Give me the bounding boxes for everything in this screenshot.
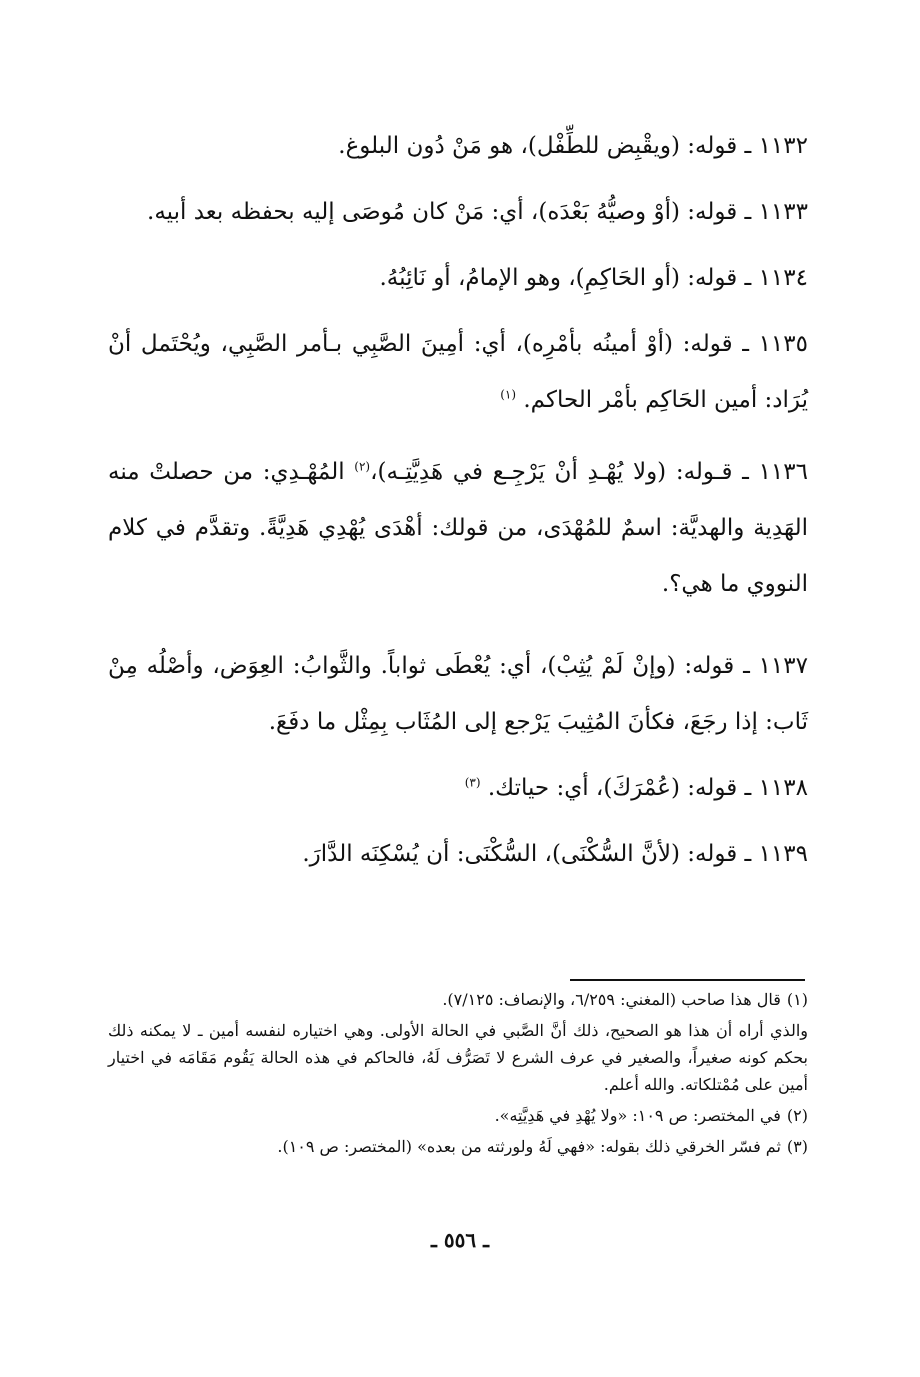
entry-1138 bbox=[108, 760, 808, 816]
footnote-1-continued bbox=[108, 1017, 808, 1098]
footnote-number: (٢) bbox=[786, 1106, 808, 1125]
page-number: ـ ٥٥٦ ـ bbox=[431, 1228, 489, 1252]
footnote-ref-1[interactable]: (١) bbox=[500, 387, 517, 402]
main-text bbox=[108, 118, 808, 882]
entry-text-after: المُهْـدِي: من حصلتْ منه الهَدِية والهديَّة: اسمٌ للمُهْدَى، من قولك: أهْدَى يُهْدِي هَدِيَّةً. وتقدَّم في كلام النووي ما هي؟. bbox=[108, 459, 808, 597]
footnote-text: في المختصر: ص ١٠٩: «ولا يُهْدِ في هَدِيَّتِه». bbox=[494, 1106, 781, 1125]
footnote-text: ثم فسّر الخرقي ذلك بقوله: «فهي لَهُ ولورثته من بعده» (المختصر: ص ١٠٩). bbox=[277, 1137, 781, 1156]
entry-1133 bbox=[108, 184, 808, 240]
footnote-number: (٣) bbox=[786, 1137, 808, 1156]
footnote-separator bbox=[570, 979, 805, 981]
footnote-ref-2[interactable]: (٢) bbox=[354, 459, 371, 474]
entry-1135 bbox=[108, 316, 808, 428]
footnote-ref-3[interactable]: (٣) bbox=[464, 775, 481, 790]
footnote-2 bbox=[108, 1102, 808, 1129]
footnote-1 bbox=[108, 986, 808, 1013]
entry-text: ١١٣٥ ـ قوله: (أوْ أمينُه بأمْرِه)، أي: أمِينَ الصَّبِي بـأمر الصَّبِي، ويُحْتَمل أنْ يُرَاد: أمين الحَاكِم بأمْر الحاكم. bbox=[108, 331, 808, 413]
footnote-text: والذي أراه أن هذا هو الصحيح، ذلك أنَّ الصَّبي في الحالة الأولى. وهي اختياره لنفسه أمين ـ لا يمكنه ذلك بحكم كونه صغيراً، والصغير في عرف الشرع لا تَصَرُّف لَهُ، فالحاكم في هذه الحالة يَقُوم مَقَامَه في اختيار أمين على مُمْتلكاته. والله أعلم. bbox=[108, 1021, 808, 1094]
entry-text: ١١٣٨ ـ قوله: (عُمْرَكَ)، أي: حياتك. bbox=[487, 775, 808, 801]
entry-1139 bbox=[108, 826, 808, 882]
entry-text: ١١٣٩ ـ قوله: (لأنَّ السُّكْنَى)، السُّكْنَى: أن يُسْكِنَه الدَّارَ. bbox=[302, 841, 808, 867]
entry-text: ١١٣٣ ـ قوله: (أوْ وصيُّهُ بَعْدَه)، أي: مَنْ كان مُوصَى إليه بحفظه بعد أبيه. bbox=[147, 199, 808, 225]
entry-text: ١١٣٧ ـ قوله: (وإنْ لَمْ يُثِبْ)، أي: يُعْطَى ثواباً. والثَّوابُ: العِوَض، وأصْلُه مِنْ ثَاب: إذا رجَعَ، فكأنَ المُثِيبَ يَرْجع إلى المُثَاب بِمِثْل ما دفَعَ. bbox=[108, 653, 808, 735]
entry-text: ١١٣٢ ـ قوله: (ويقْبِض للطِّفْل)، هو مَنْ دُون البلوغ. bbox=[338, 133, 808, 159]
footnote-number: (١) bbox=[786, 990, 808, 1009]
entry-1136 bbox=[108, 444, 808, 612]
entry-text-before: ١١٣٦ ـ قـوله: (ولا يُهْـدِ أنْ يَرْجِـع في هَدِيَّتِـه)، bbox=[370, 459, 808, 485]
footnotes bbox=[108, 986, 808, 1164]
entry-text: ١١٣٤ ـ قوله: (أو الحَاكِمِ)، وهو الإمامُ، أو نَائِبُهُ. bbox=[379, 265, 808, 291]
footnote-text: قال هذا صاحب (المغني: ٦/٢٥٩، والإنصاف: ٧/١٢٥). bbox=[442, 990, 781, 1009]
entry-1132 bbox=[108, 118, 808, 174]
footnote-3 bbox=[108, 1133, 808, 1160]
entry-1134 bbox=[108, 250, 808, 306]
entry-1137 bbox=[108, 638, 808, 750]
